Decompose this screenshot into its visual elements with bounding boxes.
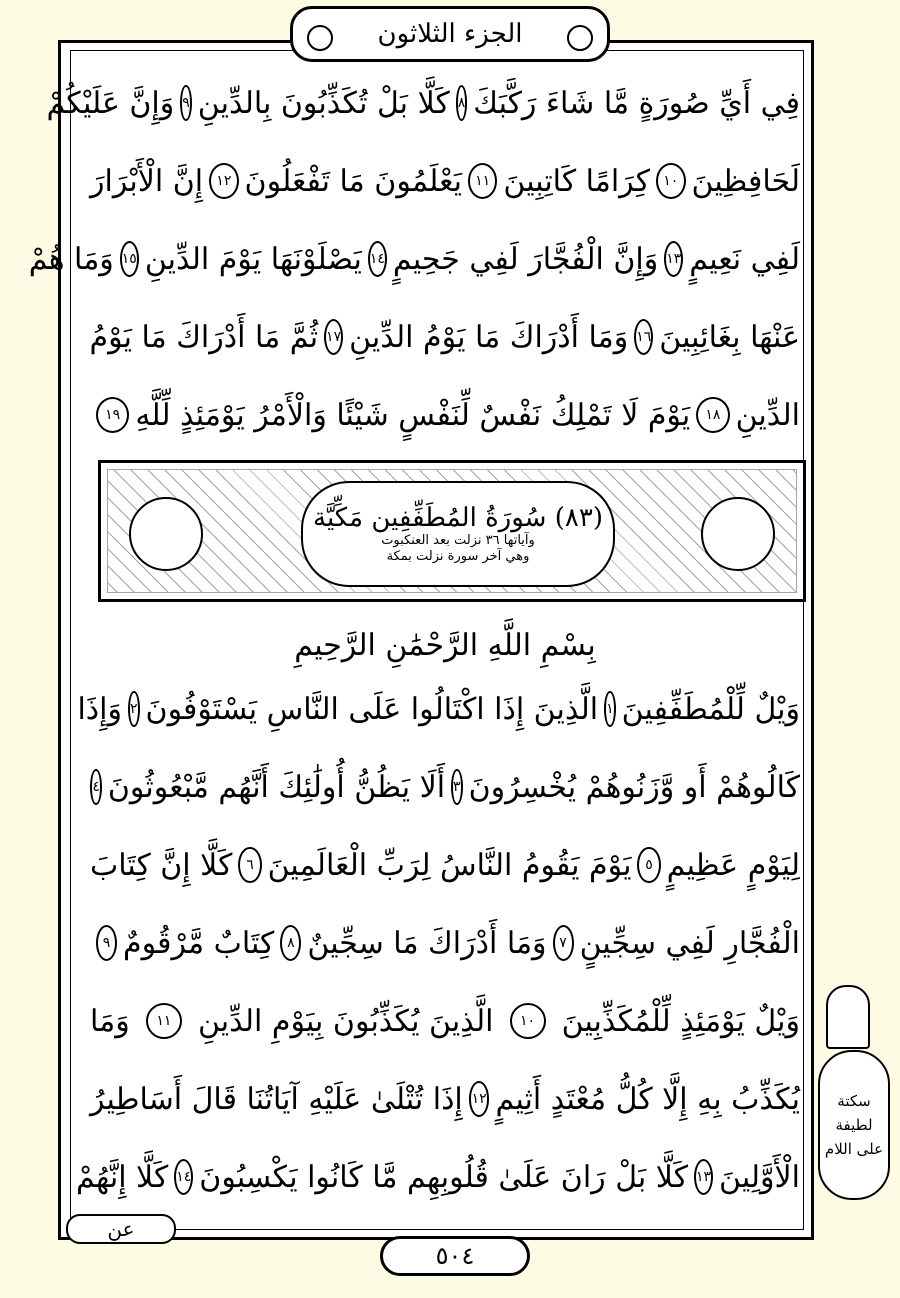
- margin-note-line: على اللام: [824, 1140, 884, 1158]
- ayah-number-marker: ١٢: [469, 1081, 490, 1117]
- header-knot-ornament: [307, 25, 333, 51]
- ayah-number-marker: ١٠: [656, 163, 685, 199]
- ayah-number-marker: ١٣: [694, 1159, 713, 1195]
- verse-text: كَالُوهُمْ أَو وَّزَنُوهُمْ يُخْسِرُونَ: [468, 769, 800, 805]
- juz-header: [290, 6, 610, 62]
- surah-info-line: وهي آخر سورة نزلت بمكة: [386, 549, 530, 564]
- verse-text: كَلَّا بَلْ رَانَ عَلَىٰ قُلُوبِهِم مَّا كَانُوا يَكْسِبُونَ: [199, 1159, 688, 1195]
- ayah-number-marker: ١١: [146, 1003, 182, 1039]
- verse-text: فِي أَيِّ صُورَةٍ مَّا شَاءَ رَكَّبَكَ: [473, 85, 800, 121]
- verse-line: [90, 904, 800, 982]
- basmala: بِسْمِ اللَّهِ الرَّحْمَٰنِ الرَّحِيمِ: [294, 628, 596, 663]
- verse-text: أَلَا يَظُنُّ أُولَٰئِكَ أَنَّهُم مَّبْعُوثُونَ: [107, 769, 446, 805]
- verse-text: كِرَامًا كَاتِبِينَ: [503, 163, 651, 199]
- floral-medallion-icon: [129, 497, 203, 571]
- surah-name: (٨٣) سُورَةُ المُطَفِّفِين مَكِّيَّة: [313, 503, 603, 533]
- verse-text: لَحَافِظِينَ: [691, 163, 800, 199]
- verse-line: [90, 298, 800, 376]
- verse-text: كَلَّا إِنَّهُمْ: [76, 1159, 169, 1195]
- ayah-number-marker: ٨: [456, 85, 468, 121]
- verse-text: الْفُجَّارِ لَفِي سِجِّينٍ: [579, 925, 800, 961]
- verse-text: كَلَّا بَلْ تُكَذِّبُونَ بِالدِّينِ: [197, 85, 450, 121]
- ayah-number-marker: ٣: [451, 769, 463, 805]
- ayah-number-marker: ٧: [553, 925, 574, 961]
- ayah-number-marker: ٩: [96, 925, 117, 961]
- verse-text: إِذَا تُتْلَىٰ عَلَيْهِ آيَاتُنَا قَالَ أَسَاطِيرُ: [90, 1081, 463, 1117]
- surah-title-cartouche: [301, 481, 615, 587]
- ayah-number-marker: ٦: [238, 847, 261, 883]
- verse-text: عَنْهَا بِغَائِبِينَ: [659, 319, 800, 355]
- top-verse-block: [28, 64, 800, 454]
- margin-note-line: سكتة: [837, 1092, 871, 1110]
- verse-line: [90, 142, 800, 220]
- verse-text: لِيَوْمٍ عَظِيمٍ: [666, 847, 800, 883]
- ayah-number-marker: ١٤: [368, 241, 387, 277]
- verse-text: كَلَّا إِنَّ كِتَابَ: [90, 847, 233, 883]
- surah-header-banner: [98, 460, 806, 602]
- ayah-number-marker: ١٥: [120, 241, 139, 277]
- verse-text: ثُمَّ مَا أَدْرَاكَ مَا يَوْمُ: [89, 319, 319, 355]
- juz-title: الجزء الثلاثون: [377, 19, 523, 49]
- ayah-number-marker: ١٦: [634, 319, 653, 355]
- ayah-number-marker: ١٤: [174, 1159, 193, 1195]
- margin-note-line: لطيفة: [835, 1116, 873, 1134]
- verse-line: [28, 220, 800, 298]
- ayah-number-marker: ٥: [637, 847, 660, 883]
- verse-text: الْأَوَّلِينَ: [719, 1159, 800, 1195]
- verse-text: كِتَابٌ مَّرْقُومٌ: [123, 925, 275, 961]
- verse-text: يُكَذِّبُ بِهِ إِلَّا كُلُّ مُعْتَدٍ أَثِيمٍ: [495, 1081, 800, 1117]
- verse-text: يَعْلَمُونَ مَا تَفْعَلُونَ: [244, 163, 462, 199]
- verse-line: [90, 376, 800, 454]
- verse-line: [90, 826, 800, 904]
- page-number: ٥٠٤: [380, 1236, 530, 1276]
- verse-line: [76, 1138, 800, 1216]
- verse-line: [77, 670, 800, 748]
- verse-text: وَمَا هُمْ: [28, 241, 114, 277]
- verse-text: الدِّينِ: [735, 397, 800, 433]
- ayah-number-marker: ١٨: [696, 397, 729, 433]
- surah-info-line: وآياتها ٣٦ نزلت بعد العنكبوت: [381, 533, 535, 548]
- bottom-verse-block: [76, 670, 800, 1216]
- verse-text: يَصْلَوْنَهَا يَوْمَ الدِّينِ: [144, 241, 362, 277]
- verse-line: [46, 64, 800, 142]
- verse-text: وَيْلٌ يَوْمَئِذٍ لِّلْمُكَذِّبِينَ: [561, 1003, 800, 1039]
- verse-text: يَوْمَ لَا تَمْلِكُ نَفْسٌ لِّنَفْسٍ شَيْئًا وَالْأَمْرُ يَوْمَئِذٍ لِّلَّهِ: [135, 397, 691, 433]
- verse-text: لَفِي نَعِيمٍ: [689, 241, 800, 277]
- ayah-number-marker: ١٣: [664, 241, 683, 277]
- verse-text: إِنَّ الْأَبْرَارَ: [90, 163, 204, 199]
- verse-text: وَإِذَا: [77, 691, 122, 727]
- header-knot-ornament: [567, 25, 593, 51]
- verse-text: وَمَا: [90, 1003, 130, 1039]
- ayah-number-marker: ٢: [128, 691, 140, 727]
- ayah-number-marker: ١٧: [324, 319, 343, 355]
- ayah-number-marker: ١١: [468, 163, 497, 199]
- ayah-number-marker: ٤: [90, 769, 102, 805]
- verse-line: [90, 748, 800, 826]
- verse-text: وَمَا أَدْرَاكَ مَا سِجِّينٌ: [307, 925, 547, 961]
- ayah-number-marker: ١٢: [209, 163, 238, 199]
- margin-note: [818, 1050, 890, 1200]
- verse-line: [90, 1060, 800, 1138]
- ayah-number-marker: ٨: [280, 925, 301, 961]
- floral-medallion-icon: [701, 497, 775, 571]
- verse-text: الَّذِينَ إِذَا اكْتَالُوا عَلَى النَّاسِ يَسْتَوْفُونَ: [145, 691, 599, 727]
- ayah-number-marker: ١٠: [510, 1003, 546, 1039]
- verse-line: [90, 982, 800, 1060]
- catchword: عن: [66, 1214, 176, 1244]
- side-ornament-icon: [826, 985, 870, 1049]
- verse-text: وَإِنَّ الْفُجَّارَ لَفِي جَحِيمٍ: [392, 241, 659, 277]
- verse-text: يَوْمَ يَقُومُ النَّاسُ لِرَبِّ الْعَالَمِينَ: [267, 847, 632, 883]
- ayah-number-marker: ٩: [180, 85, 192, 121]
- verse-text: وَإِنَّ عَلَيْكُمْ: [46, 85, 175, 121]
- ayah-number-marker: ١: [604, 691, 616, 727]
- verse-text: الَّذِينَ يُكَذِّبُونَ بِيَوْمِ الدِّينِ: [197, 1003, 494, 1039]
- verse-text: وَمَا أَدْرَاكَ مَا يَوْمُ الدِّينِ: [349, 319, 629, 355]
- ayah-number-marker: ١٩: [96, 397, 129, 433]
- verse-text: وَيْلٌ لِّلْمُطَفِّفِينَ: [621, 691, 800, 727]
